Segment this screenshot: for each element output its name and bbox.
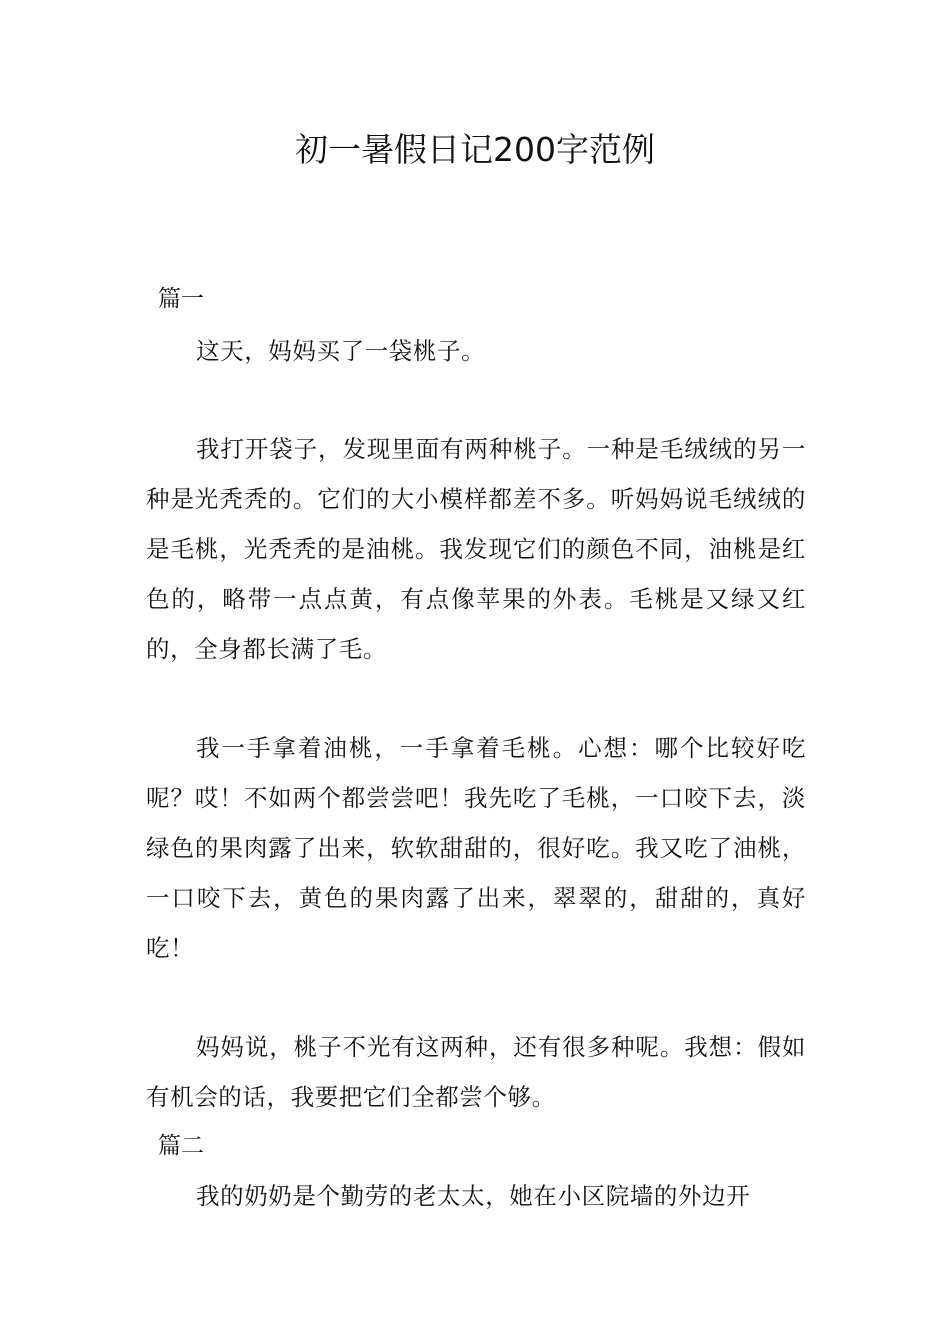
paragraph: 我的奶奶是个勤劳的老太太，她在小区院墙的外边开 bbox=[196, 1182, 751, 1210]
paragraph: 妈妈说，桃子不光有这两种，还有很多种呢。我想：假如有机会的话，我要把它们全都尝个够。 bbox=[146, 1033, 806, 1111]
paragraph: 这天，妈妈买了一袋桃子。 bbox=[196, 337, 486, 365]
paragraph: 我打开袋子，发现里面有两种桃子。一种是毛绒绒的另一种是光秃秃的。它们的大小模样都差不多。听妈妈说毛绒绒的是毛桃，光秃秃的是油桃。我发现它们的颜色不同，油桃是红色的，略带一点点黄，有点像苹果的外表。毛桃是又绿又红的，全身都长满了毛。 bbox=[146, 435, 806, 663]
paragraph: 我一手拿着油桃，一手拿着毛桃。心想：哪个比较好吃呢？哎！不如两个都尝尝吧！我先吃了毛桃，一口咬下去，淡绿色的果肉露了出来，软软甜甜的，很好吃。我又吃了油桃，一口咬下去，黄色的果肉露了出来，翠翠的，甜甜的，真好吃！ bbox=[146, 734, 806, 962]
document-title: 初一暑假日记200字范例 bbox=[295, 130, 655, 169]
section-label-2: 篇二 bbox=[158, 1133, 204, 1159]
section-label-1: 篇一 bbox=[158, 286, 204, 312]
